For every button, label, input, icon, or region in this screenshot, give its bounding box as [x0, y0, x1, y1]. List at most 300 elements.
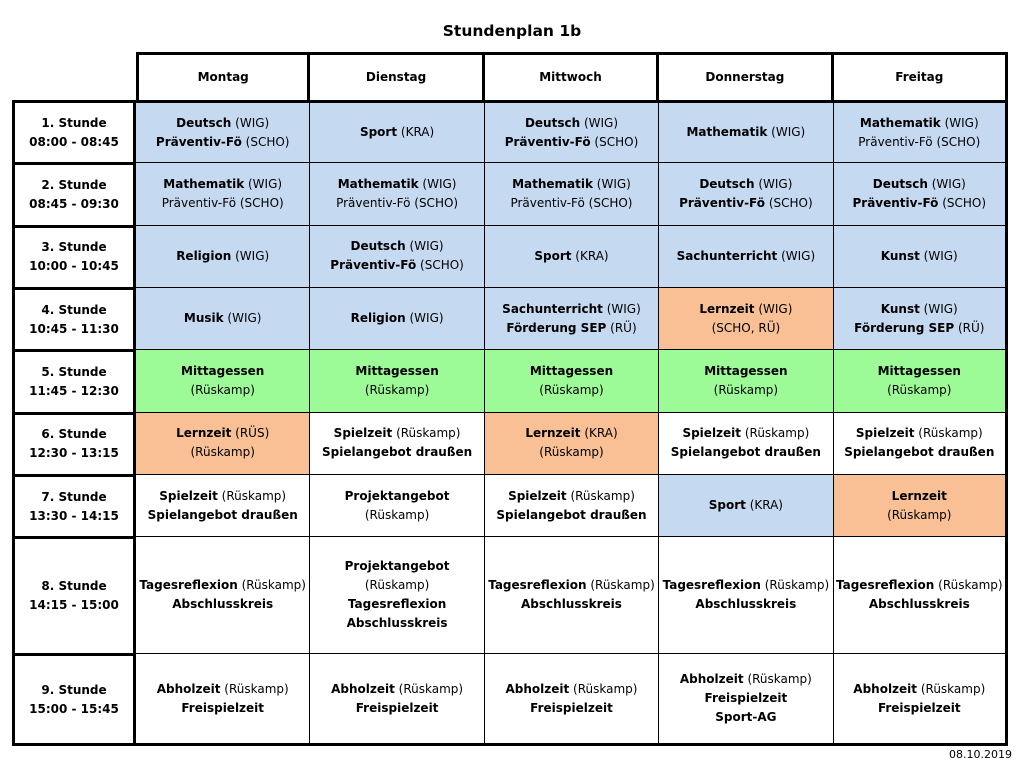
period-cell: [12, 349, 136, 411]
lesson-cell: [136, 412, 310, 474]
teacher-text: (Rüskamp): [392, 426, 461, 441]
subject-text: Spielzeit: [159, 488, 218, 503]
lesson-cell: [659, 536, 833, 653]
period-label: 4. Stunde: [41, 302, 107, 317]
timetable-body: [12, 100, 1008, 746]
teacher-text: (Rüskamp): [917, 681, 986, 696]
lesson-cell: [834, 412, 1008, 474]
period-cell: [12, 100, 136, 162]
teacher-text: (Rüskamp): [190, 445, 255, 460]
teacher-text: (Rüskamp): [569, 681, 638, 696]
teacher-text: (Rüskamp): [741, 426, 810, 441]
subject-text: Kunst: [880, 248, 920, 263]
subject-text: Musik: [183, 311, 224, 326]
lesson-line: [312, 194, 481, 213]
lesson-line: [138, 247, 307, 266]
lesson-cell: [310, 349, 484, 411]
subject-text: Lernzeit: [176, 426, 232, 441]
teacher-text: (Rüskamp): [539, 382, 604, 397]
lesson-line: [138, 175, 307, 194]
subject-text: Präventiv-Fö: [155, 134, 242, 149]
subject-text: Kunst: [880, 301, 920, 316]
lesson-line: [487, 443, 656, 462]
lesson-line: [487, 576, 656, 595]
period-label: 3. Stunde: [41, 240, 107, 255]
teacher-text: (KRA): [397, 125, 435, 140]
day-label: Mittwoch: [539, 70, 602, 84]
teacher-text: (Rüskamp): [190, 382, 255, 397]
subject-text: Spielangebot draußen: [321, 445, 473, 460]
lesson-line: [312, 424, 481, 443]
lesson-line: [312, 362, 481, 381]
lesson-line: [836, 680, 1003, 699]
subject-text: Abschlusskreis: [695, 597, 797, 612]
period-time: 10:00 - 10:45: [29, 259, 119, 274]
period-time: 11:45 - 12:30: [29, 383, 119, 398]
lesson-line: [138, 680, 307, 699]
lesson-line: [836, 381, 1003, 400]
lesson-line: [312, 557, 481, 595]
period-cell: [12, 225, 136, 287]
period-cell: [12, 412, 136, 474]
lesson-line: [138, 699, 307, 718]
subject-text: Mathematik: [859, 115, 941, 130]
period-cell: [12, 287, 136, 349]
period-time: 15:00 - 15:45: [29, 701, 119, 716]
lesson-line: [487, 300, 656, 319]
lesson-line: [312, 595, 481, 614]
table-row: [12, 225, 1008, 287]
lesson-line: [661, 194, 830, 213]
lesson-cell: [310, 412, 484, 474]
subject-text: Abschlusskreis: [868, 597, 970, 612]
subject-text: Spielangebot draußen: [496, 507, 647, 522]
lesson-line: [487, 247, 656, 266]
lesson-cell: [136, 287, 310, 349]
lesson-line: [138, 506, 307, 525]
teacher-text: (Rüskamp): [220, 681, 289, 696]
lesson-cell: [310, 162, 484, 224]
lesson-line: [312, 237, 481, 256]
subject-text: Religion: [176, 248, 232, 263]
subject-text: Spielzeit: [682, 426, 742, 441]
subject-text: Tagesreflexion: [488, 578, 587, 593]
lesson-line: [138, 194, 307, 213]
lesson-cell: [659, 162, 833, 224]
lesson-line: [487, 194, 656, 213]
lesson-cell: [136, 653, 310, 746]
period-cell: [12, 653, 136, 746]
lesson-line: [661, 424, 830, 443]
teacher-text: Präventiv-Fö (SCHO): [336, 195, 459, 210]
subject-text: Freispielzeit: [877, 700, 961, 715]
teacher-text: (Rüskamp): [914, 426, 983, 441]
lesson-line: [138, 487, 307, 506]
subject-text: Abholzeit: [331, 681, 395, 696]
lesson-line: [661, 689, 830, 708]
table-row: [12, 536, 1008, 653]
lesson-cell: [136, 536, 310, 653]
lesson-line: [487, 319, 656, 338]
lesson-cell: [659, 287, 833, 349]
lesson-line: [312, 381, 481, 400]
subject-text: Sachunterricht: [502, 301, 603, 316]
period-time: 10:45 - 11:30: [29, 321, 119, 336]
lesson-line: [312, 506, 481, 525]
lesson-cell: [310, 287, 484, 349]
day-label: Donnerstag: [705, 70, 785, 84]
subject-text: Mittagessen: [529, 363, 614, 378]
day-header-montag: [136, 52, 310, 100]
lesson-cell: [659, 225, 833, 287]
teacher-text: (WIG): [777, 248, 816, 263]
teacher-text: (WIG): [418, 176, 457, 191]
subject-text: Abschlusskreis: [521, 597, 622, 612]
teacher-text: (Rüskamp): [887, 382, 952, 397]
teacher-text: (WIG): [927, 176, 966, 191]
lesson-cell: [659, 100, 833, 162]
lesson-cell: [485, 349, 659, 411]
teacher-text: (Rüskamp): [566, 488, 635, 503]
timetable: [12, 52, 1008, 746]
lesson-line: [836, 194, 1003, 213]
lesson-line: [836, 443, 1003, 462]
lesson-cell: [485, 536, 659, 653]
teacher-text: (Rüskamp): [887, 507, 952, 522]
lesson-line: [487, 487, 656, 506]
teacher-text: (Rüskamp): [394, 681, 464, 696]
lesson-line: [661, 319, 830, 338]
teacher-text: (KRA): [580, 426, 618, 441]
subject-text: Förderung SEP: [854, 320, 955, 335]
subject-text: Abholzeit: [853, 681, 918, 696]
lesson-line: [138, 362, 307, 381]
lesson-cell: [834, 349, 1008, 411]
subject-text: Mittagessen: [355, 363, 439, 378]
teacher-text: (WIG): [919, 301, 958, 316]
teacher-text: (WIG): [919, 248, 958, 263]
table-row: [12, 162, 1008, 224]
teacher-text: (Rüskamp): [760, 578, 830, 593]
subject-text: Deutsch: [176, 115, 232, 130]
lesson-line: [138, 424, 307, 443]
lesson-line: [836, 487, 1003, 506]
subject-text: Lernzeit: [525, 426, 581, 441]
subject-text: Mittagessen: [704, 363, 788, 378]
lesson-line: [836, 506, 1003, 525]
corner-cell: [12, 52, 136, 100]
subject-text: Spielzeit: [333, 426, 393, 441]
day-label: Montag: [197, 70, 249, 84]
day-header-dienstag: [310, 52, 484, 100]
lesson-line: [661, 708, 830, 727]
teacher-text: (WIG): [231, 248, 270, 263]
subject-text: Tagesreflexion: [139, 578, 238, 593]
lesson-cell: [485, 287, 659, 349]
period-label: 5. Stunde: [41, 364, 107, 379]
lesson-cell: [485, 474, 659, 536]
table-row: [12, 349, 1008, 411]
lesson-line: [487, 506, 656, 525]
lesson-cell: [834, 287, 1008, 349]
period-label: 9. Stunde: [41, 682, 107, 697]
period-time: 13:30 - 14:15: [29, 508, 119, 523]
lesson-line: [836, 576, 1003, 595]
day-header-mittwoch: [485, 52, 659, 100]
subject-text: Lernzeit: [699, 301, 755, 316]
teacher-text: (KRA): [745, 498, 783, 513]
teacher-text: (SCHO): [416, 258, 464, 273]
lesson-line: [138, 133, 307, 152]
teacher-text: (SCHO): [765, 195, 813, 210]
lesson-cell: [310, 225, 484, 287]
lesson-line: [487, 424, 656, 443]
lesson-line: [487, 680, 656, 699]
subject-text: Abschlusskreis: [346, 616, 448, 631]
lesson-line: [138, 114, 307, 133]
lesson-line: [661, 123, 830, 142]
subject-text: Freispielzeit: [355, 700, 439, 715]
subject-text: Spielangebot draußen: [147, 507, 298, 522]
subject-text: Abholzeit: [679, 672, 744, 687]
subject-text: Präventiv-Fö: [330, 258, 417, 273]
lesson-cell: [659, 412, 833, 474]
lesson-line: [836, 424, 1003, 443]
lesson-cell: [834, 474, 1008, 536]
lesson-line: [312, 309, 481, 328]
lesson-line: [661, 595, 830, 614]
subject-text: Sport-AG: [715, 710, 777, 725]
lesson-line: [312, 699, 481, 718]
page-title: Stundenplan 1b: [442, 22, 582, 40]
teacher-text: (Rüskamp): [934, 578, 1003, 593]
lesson-cell: [834, 536, 1008, 653]
subject-text: Projektangebot: [344, 559, 450, 574]
teacher-text: (Rüskamp): [364, 382, 430, 397]
lesson-line: [661, 300, 830, 319]
teacher-text: (WIG): [580, 115, 619, 130]
lesson-cell: [485, 412, 659, 474]
subject-text: Tagesreflexion: [347, 597, 447, 612]
lesson-cell: [310, 100, 484, 162]
lesson-line: [312, 680, 481, 699]
teacher-text: (WIG): [754, 176, 793, 191]
teacher-text: (KRA): [571, 248, 609, 263]
lesson-line: [661, 175, 830, 194]
teacher-text: (RÜ): [954, 320, 985, 335]
teacher-text: (WIG): [231, 115, 270, 130]
lesson-line: [836, 362, 1003, 381]
period-time: 14:15 - 15:00: [29, 598, 119, 613]
subject-text: Abschlusskreis: [172, 597, 274, 612]
lesson-line: [487, 595, 656, 614]
subject-text: Spielangebot draußen: [670, 445, 821, 460]
lesson-line: [836, 300, 1003, 319]
lesson-line: [836, 595, 1003, 614]
subject-text: Mathematik: [512, 176, 593, 191]
subject-text: Mathematik: [163, 176, 245, 191]
table-row: [12, 474, 1008, 536]
lesson-cell: [834, 225, 1008, 287]
day-label: Freitag: [895, 70, 944, 84]
subject-text: Freispielzeit: [181, 700, 265, 715]
period-time: 08:00 - 08:45: [29, 134, 119, 149]
subject-text: Deutsch: [699, 176, 755, 191]
lesson-line: [836, 699, 1003, 718]
day-label: Dienstag: [365, 70, 427, 84]
teacher-text: (Rüskamp): [586, 578, 655, 593]
table-row: [12, 412, 1008, 474]
period-label: 6. Stunde: [41, 427, 107, 442]
lesson-line: [312, 487, 481, 506]
teacher-text: (WIG): [940, 115, 979, 130]
subject-text: Mathematik: [337, 176, 419, 191]
subject-text: Förderung SEP: [506, 320, 607, 335]
subject-text: Abholzeit: [505, 681, 570, 696]
period-label: 7. Stunde: [41, 489, 107, 504]
lesson-cell: [310, 474, 484, 536]
lesson-cell: [834, 100, 1008, 162]
teacher-text: (WIG): [223, 311, 262, 326]
subject-text: Präventiv-Fö: [852, 195, 939, 210]
subject-text: Spielzeit: [508, 488, 567, 503]
lesson-cell: [834, 162, 1008, 224]
subject-text: Sport: [359, 125, 398, 140]
table-row: [12, 653, 1008, 746]
lesson-line: [836, 175, 1003, 194]
lesson-cell: [136, 225, 310, 287]
lesson-line: [487, 381, 656, 400]
subject-text: Sport: [708, 498, 746, 513]
teacher-text: (RÜ): [606, 320, 637, 335]
teacher-text: (Rüskamp): [237, 578, 306, 593]
subject-text: Freispielzeit: [530, 700, 613, 715]
subject-text: Mittagessen: [181, 363, 265, 378]
lesson-line: [487, 114, 656, 133]
teacher-text: (WIG): [592, 176, 631, 191]
subject-text: Religion: [350, 311, 406, 326]
lesson-line: [487, 133, 656, 152]
lesson-line: [138, 576, 307, 595]
lesson-line: [138, 309, 307, 328]
subject-text: Präventiv-Fö: [504, 134, 591, 149]
lesson-cell: [136, 162, 310, 224]
subject-text: Tagesreflexion: [835, 578, 935, 593]
teacher-text: (Rüskamp): [713, 382, 779, 397]
lesson-line: [836, 319, 1003, 338]
lesson-line: [661, 381, 830, 400]
subject-text: Deutsch: [872, 176, 928, 191]
table-row: [12, 100, 1008, 162]
period-time: 12:30 - 13:15: [29, 446, 119, 461]
period-label: 1. Stunde: [41, 115, 107, 130]
lesson-line: [661, 576, 830, 595]
teacher-text: (WIG): [767, 125, 806, 140]
lesson-cell: [310, 653, 484, 746]
lesson-cell: [485, 100, 659, 162]
lesson-line: [487, 699, 656, 718]
subject-text: Lernzeit: [891, 488, 947, 503]
subject-text: Spielzeit: [855, 426, 915, 441]
lesson-line: [138, 443, 307, 462]
table-row: [12, 287, 1008, 349]
teacher-text: (SCHO, RÜ): [711, 320, 781, 335]
lesson-line: [487, 362, 656, 381]
teacher-text: (Rüskamp): [364, 507, 430, 522]
teacher-text: (SCHO): [938, 195, 987, 210]
lesson-line: [312, 256, 481, 275]
subject-text: Präventiv-Fö: [679, 195, 765, 210]
teacher-text: (SCHO): [590, 134, 639, 149]
teacher-text: (SCHO): [241, 134, 290, 149]
lesson-cell: [136, 349, 310, 411]
teacher-text: Präventiv-Fö (SCHO): [161, 195, 284, 210]
subject-text: Freispielzeit: [704, 691, 788, 706]
lesson-line: [836, 247, 1003, 266]
subject-text: Deutsch: [524, 115, 581, 130]
lesson-line: [661, 362, 830, 381]
lesson-line: [487, 175, 656, 194]
teacher-text: (Rüskamp): [743, 672, 812, 687]
period-cell: [12, 474, 136, 536]
period-cell: [12, 536, 136, 653]
subject-text: Sachunterricht: [676, 248, 778, 263]
day-header-freitag: [834, 52, 1008, 100]
lesson-cell: [659, 474, 833, 536]
lesson-cell: [485, 653, 659, 746]
teacher-text: (WIG): [405, 239, 444, 254]
lesson-cell: [310, 536, 484, 653]
teacher-text: Präventiv-Fö (SCHO): [858, 134, 981, 149]
lesson-line: [661, 670, 830, 689]
subject-text: Projektangebot: [344, 488, 450, 503]
period-time: 08:45 - 09:30: [29, 196, 119, 211]
header-row: [12, 52, 1008, 100]
teacher-text: (RÜS): [231, 426, 270, 441]
lesson-cell: [485, 225, 659, 287]
lesson-line: [661, 496, 830, 515]
subject-text: Deutsch: [350, 239, 406, 254]
lesson-line: [836, 133, 1003, 152]
lesson-line: [312, 614, 481, 633]
lesson-line: [312, 123, 481, 142]
subject-text: Mittagessen: [877, 363, 961, 378]
lesson-line: [312, 175, 481, 194]
period-label: 2. Stunde: [41, 177, 107, 192]
lesson-cell: [834, 653, 1008, 746]
teacher-text: Präventiv-Fö (SCHO): [510, 195, 633, 210]
day-header-donnerstag: [659, 52, 833, 100]
teacher-text: (Rüskamp): [217, 488, 287, 503]
subject-text: Sport: [534, 248, 572, 263]
lesson-cell: [136, 100, 310, 162]
lesson-cell: [659, 653, 833, 746]
teacher-text: (WIG): [754, 301, 793, 316]
lesson-line: [661, 443, 830, 462]
teacher-text: (Rüskamp): [539, 445, 604, 460]
period-label: 8. Stunde: [41, 579, 107, 594]
lesson-line: [836, 114, 1003, 133]
subject-text: Spielangebot draußen: [844, 445, 995, 460]
lesson-line: [312, 443, 481, 462]
teacher-text: (Rüskamp): [364, 578, 430, 593]
period-cell: [12, 162, 136, 224]
document-date: 08.10.2019: [949, 748, 1012, 761]
subject-text: Abholzeit: [156, 681, 221, 696]
lesson-line: [661, 247, 830, 266]
lesson-line: [138, 595, 307, 614]
lesson-cell: [485, 162, 659, 224]
